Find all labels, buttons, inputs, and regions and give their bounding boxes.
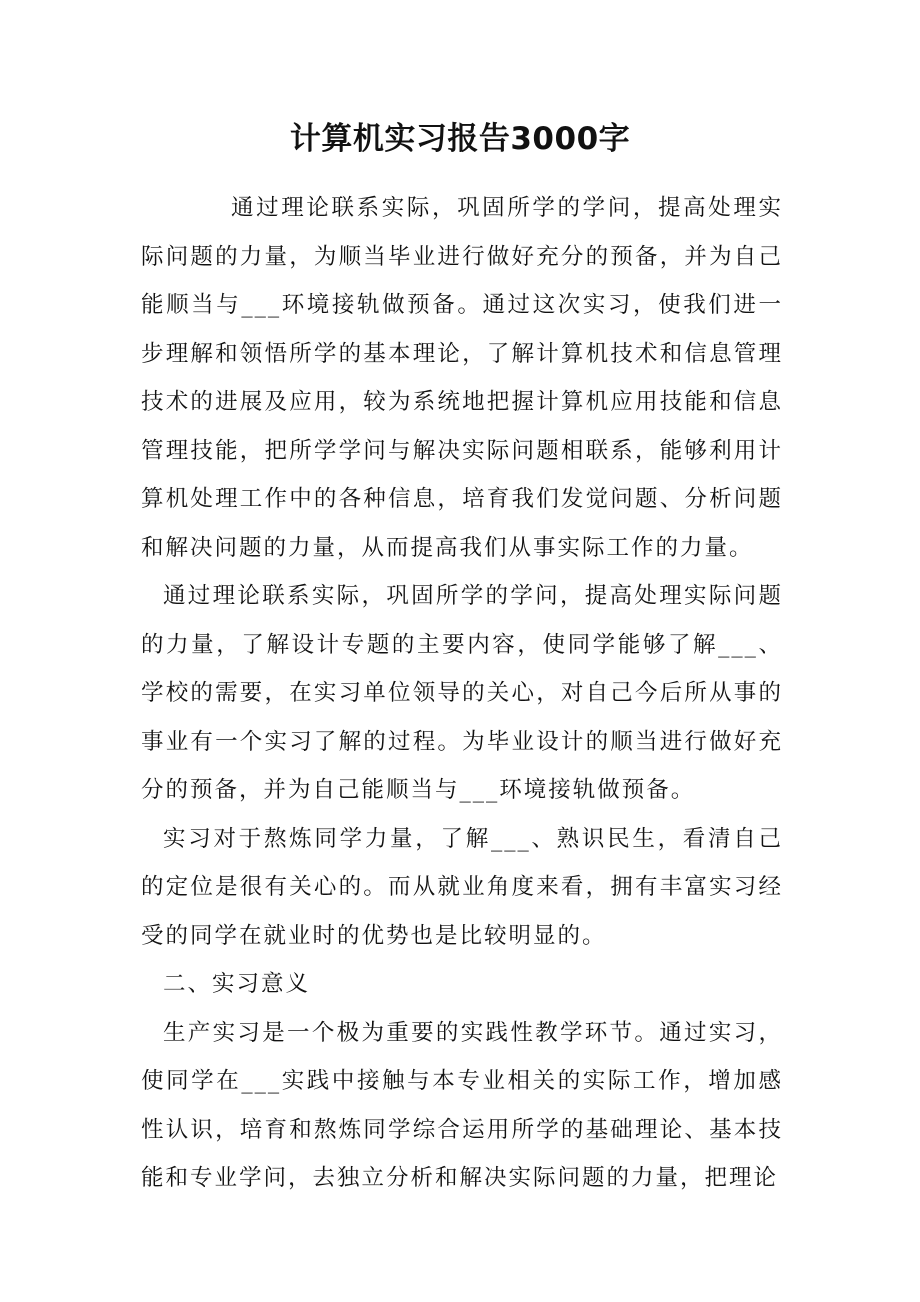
paragraph-training: 实习对于熬炼同学力量，了解___、熟识民生，看清自己的定位是很有关心的。而从就业角度来看，拥有丰富实习经受的同学在就业时的优势也是比较明显的。	[141, 825, 783, 949]
paragraph-practice-goal: 通过理论联系实际，巩固所学的学问，提高处理实际问题的力量，了解设计专题的主要内容，使同学能够了解___、学校的需要，在实习单位领导的关心，对自己今后所从事的事业有一个实习了解的过程。为毕业设计的顺当进行做好充分的预备，并为自己能顺当与___环境接轨做预备。	[141, 583, 783, 803]
section-heading-significance: 二、实习意义	[163, 971, 311, 997]
paragraph-significance: 生产实习是一个极为重要的实践性教学环节。通过实习，使同学在___实践中接触与本专业相关的实际工作，增加感性认识，培育和熬炼同学综合运用所学的基础理论、基本技能和专业学问，去独立分析和解决实际问题的力量，把理论	[141, 1019, 783, 1191]
paragraph-intro: 通过理论联系实际，巩固所学的学问，提高处理实际问题的力量，为顺当毕业进行做好充分的预备，并为自己能顺当与___环境接轨做预备。通过这次实习，使我们进一步理解和领悟所学的基本理论，了解计算机技术和信息管理技术的进展及应用，较为系统地把握计算机应用技能和信息管理技能，把所学学问与解决实际问题相联系，能够利用计算机处理工作中的各种信息，培育我们发觉问题、分析问题和解决问题的力量，从而提高我们从事实际工作的力量。	[141, 195, 783, 561]
page-title: 计算机实习报告3000字	[289, 121, 631, 157]
document-body	[141, 184, 783, 1203]
